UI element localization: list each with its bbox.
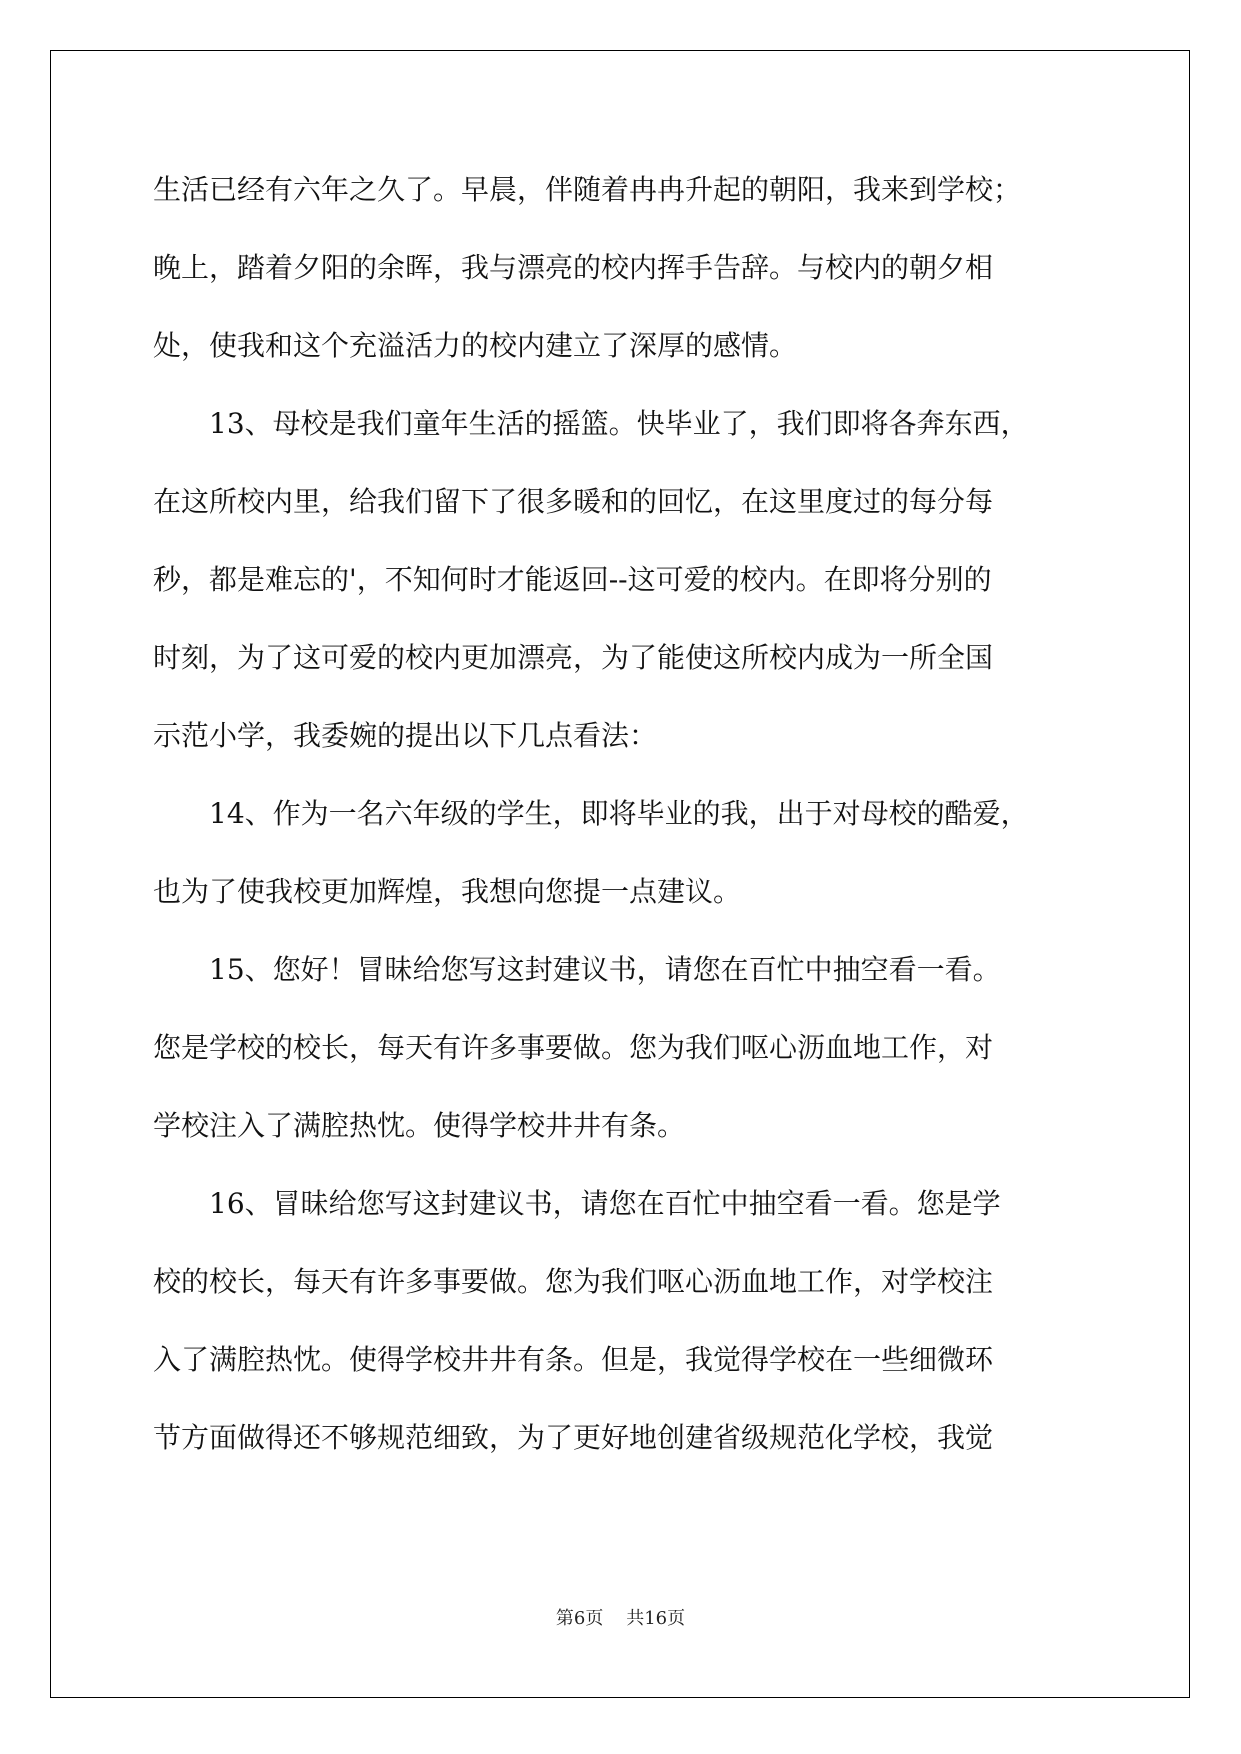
text-line: 入了满腔热忱。使得学校井井有条。但是，我觉得学校在一些细微环 [153, 1343, 994, 1376]
text-line: 晚上，踏着夕阳的余晖，我与漂亮的校内挥手告辞。与校内的朝夕相 [153, 251, 994, 284]
text-line: 示范小学，我委婉的提出以下几点看法： [153, 719, 658, 752]
text-line: 14、作为一名六年级的学生，即将毕业的我，出于对母校的酷爱， [153, 797, 1029, 830]
text-line: 处，使我和这个充溢活力的校内建立了深厚的感情。 [153, 329, 798, 362]
text-line: 节方面做得还不够规范细致，为了更好地创建省级规范化学校，我觉 [153, 1421, 994, 1454]
text-line: 13、母校是我们童年生活的摇篮。快毕业了，我们即将各奔东西， [153, 407, 1029, 440]
text-line: 秒，都是难忘的'，不知何时才能返回--这可爱的校内。在即将分别的 [153, 563, 992, 596]
text-line: 15、您好！冒昧给您写这封建议书，请您在百忙中抽空看一看。 [153, 953, 1001, 986]
text-line: 16、冒昧给您写这封建议书，请您在百忙中抽空看一看。您是学 [153, 1187, 1001, 1220]
text-line: 校的校长，每天有许多事要做。您为我们呕心沥血地工作，对学校注 [153, 1265, 994, 1298]
text-line: 学校注入了满腔热忱。使得学校井井有条。 [153, 1109, 686, 1142]
text-line: 生活已经有六年之久了。早晨，伴随着冉冉升起的朝阳，我来到学校； [153, 173, 1022, 206]
page-footer [0, 1604, 1241, 1630]
page-total: 共16页 [626, 1608, 686, 1629]
text-line: 在这所校内里，给我们留下了很多暖和的回忆，在这里度过的每分每 [153, 485, 994, 518]
page-number: 第6页 [555, 1608, 604, 1629]
text-line: 也为了使我校更加辉煌，我想向您提一点建议。 [153, 875, 742, 908]
document-body [153, 165, 1093, 1491]
text-line: 时刻，为了这可爱的校内更加漂亮，为了能使这所校内成为一所全国 [153, 641, 994, 674]
text-line: 您是学校的校长，每天有许多事要做。您为我们呕心沥血地工作，对 [153, 1031, 994, 1064]
